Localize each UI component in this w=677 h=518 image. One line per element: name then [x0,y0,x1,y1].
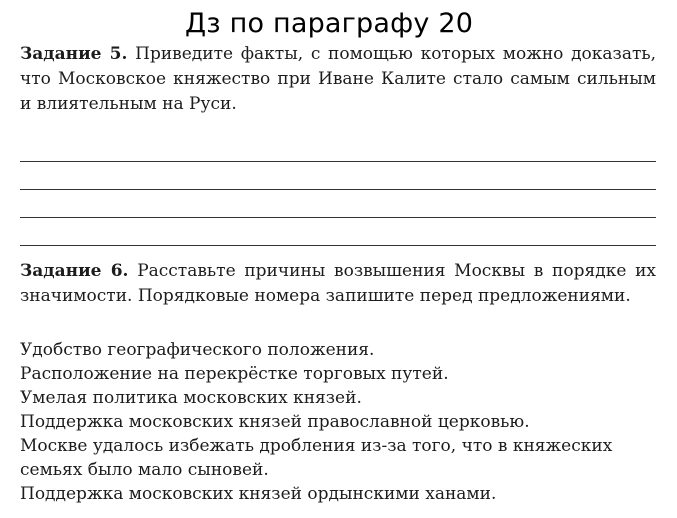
reason-item: Москве удалось избежать дробления из-за того, что в княжеских семьях было мало сыновей. [20,436,613,480]
reasons-list [20,338,656,506]
reason-item: Расположение на перекрёстке торговых путей. [20,364,449,384]
answer-line[interactable] [20,134,656,162]
answer-line[interactable] [20,162,656,190]
task-6-label: Задание 6. [20,261,129,281]
task-6 [20,259,656,309]
reason-item: Удобство географического положения. [20,340,375,360]
task-5-text: Приведите факты, с помощью которых можно доказать, что Московское княжество при Иване Калите стало самым сильным и влиятельным на Руси. [20,44,657,114]
answer-line[interactable] [20,190,656,218]
page-title: Дз по параграфу 20 [185,8,474,39]
reason-item: Умелая политика московских князей. [20,388,362,408]
task-5 [20,42,656,117]
reason-item: Поддержка московских князей ордынскими ханами. [20,484,497,504]
reason-item: Поддержка московских князей православной церковью. [20,412,530,432]
answer-line[interactable] [20,218,656,246]
answer-lines [20,134,656,246]
task-6-text: Расставьте причины возвышения Москвы в порядке их значимости. Порядковые номера запишите перед предложениями. [20,261,657,306]
task-5-label: Задание 5. [20,44,128,64]
